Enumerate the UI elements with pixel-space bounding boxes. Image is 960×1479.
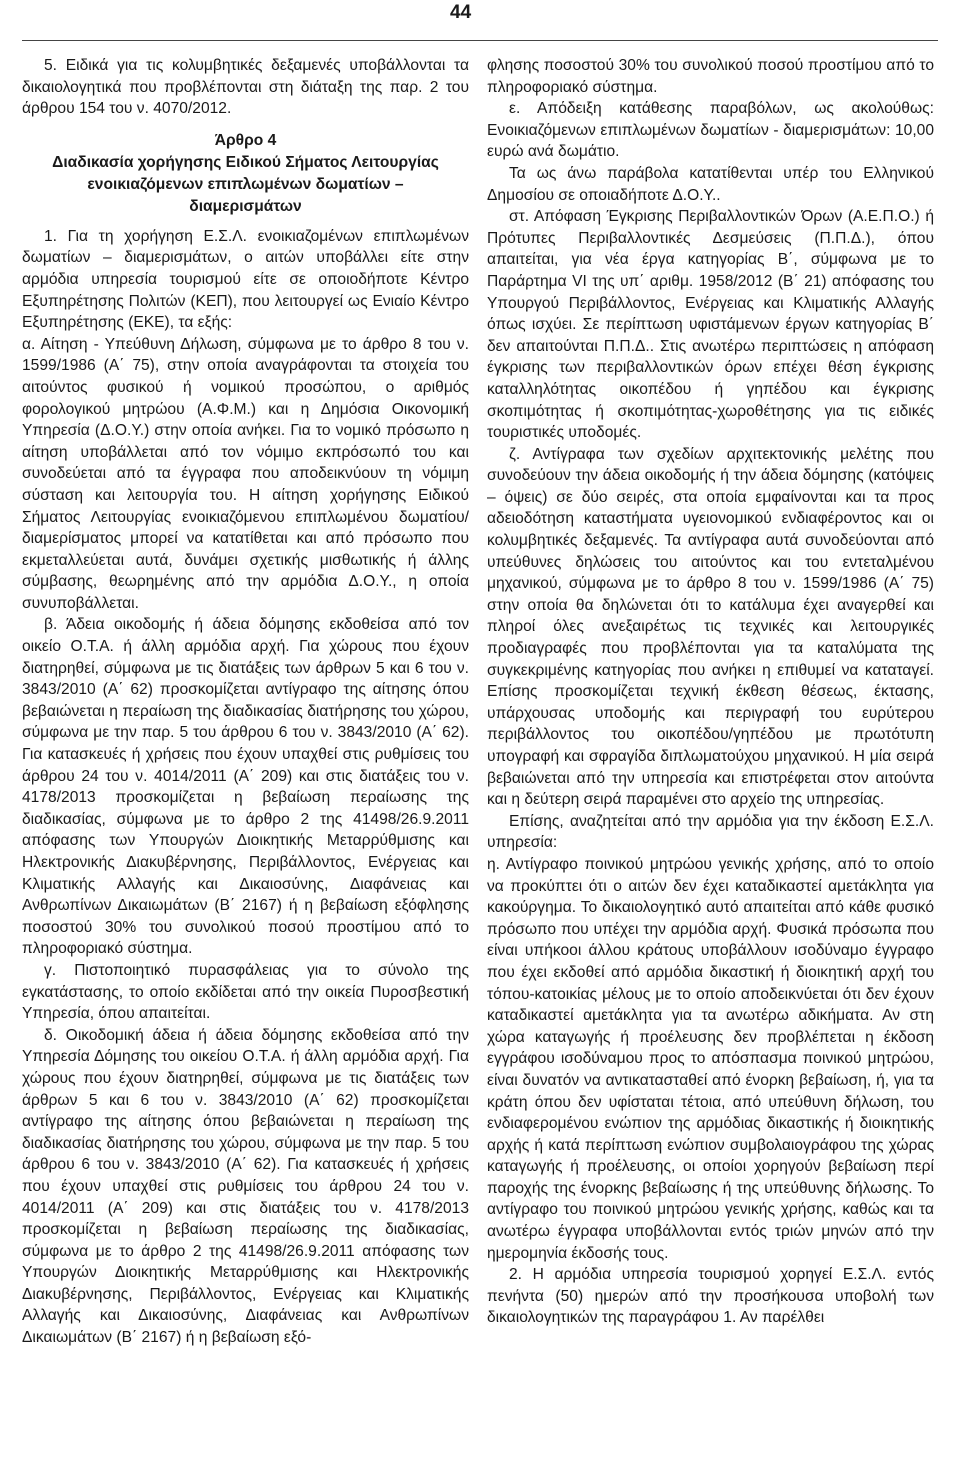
paragraph-e: ε. Απόδειξη κατάθεσης παραβόλων, ως ακολούθως: Ενοικιαζόμενων επιπλωμένων δωματίων - διαμερισμάτων: 10,00 ευρώ ανά δωμάτιο.: [487, 100, 934, 161]
article-title-line-2: ενοικιαζόμενων επιπλωμένων δωματίων –: [87, 175, 404, 193]
paragraph-e-fees: Τα ως άνω παράβολα κατατίθενται υπέρ του Ελληνικού Δημοσίου σε οποιαδήποτε Δ.Ο.Υ..: [487, 164, 934, 204]
paragraph-c: γ. Πιστοποιητικό πυρασφάλειας για το σύνολο της εγκατάστασης, το οποίο εκδίδεται από την οικεία Πυροσβεστική Υπηρεσία, όπου απαιτείται.: [22, 961, 469, 1023]
paragraph-i: η. Αντίγραφο ποινικού μητρώου γενικής χρήσης, από το οποίο να προκύπτει ότι ο αιτών δεν έχει καταδικαστεί αμετάκλητα για κακούργημα. Το δικαιολογητικό αυτό απαιτείται από κάθε φυσικό πρόσωπο που υπέχει την αρμόδια αρχή. Φυσικά πρόσωπα που είναι υπήκοοι άλλου κράτους υποβάλλουν ισοδύναμο έγγραφο που έχει εκδοθεί από αρμόδια δικαστική ή διοικητική αρχή του τόπου-κατοικίας μέλους με το οποίο αποδεικνύεται ότι δεν έχουν καταδικαστεί αμετάκλητα για τα ανωτέρω αδικήματα. Αν στη χώρα καταγωγής ή προέλευσης δεν προβλέπεται η έκδοση εγγράφου ισοδύναμου προς το απόσπασμα ποινικού μητρώου, είναι δυνατόν να αντικατασταθεί από ένορκη βεβαίωση, ή, για τα κράτη όπου δεν υφίσταται τέτοια, από υπεύθυνη δήλωση, του ενδιαφερομένου ενώπιον της αρμόδιας δικαστικής ή διοικητικής αρχής ή κατά περίπτωση ενώπιον συμβολαιογράφου της χώρας καταγωγής ή προέλευσης, οι οποίοι χορηγούν βεβαίωση περί παροχής της ένορκης βεβαίωσης ή της υπεύθυνης δήλωσης. Το αντίγραφο του ποινικού μητρώου γενικής χρήσης, καθώς και τα ανωτέρω έγγραφα υποβάλλονται εντός τριών μηνών από την ημερομηνία έκδοσής τους.: [487, 855, 934, 1262]
right-column: [487, 55, 934, 1329]
page-number: 44: [450, 2, 472, 23]
item-5-paragraph: 5. Ειδικά για τις κολυμβητικές δεξαμενές υποβάλλονται τα δικαιολογητικά που προβλέπονται στη διάταξη της παρ. 2 του άρθρου 154 του ν. 4070/2012.: [22, 57, 469, 118]
article-number: Άρθρο 4: [214, 131, 277, 149]
paragraph-d: δ. Οικοδομική άδεια ή άδεια δόμησης εκδοθείσα από την Υπηρεσία Δόμησης του οικείου Ο.Τ.Α. ή άλλη αρμόδια αρχή. Για χώρους που έχουν διατηρηθεί, σύμφωνα με τις διατάξεις των άρθρων 5 και 6 του ν. 3843/2010 (Α΄ 62) προσκομίζεται αντίγραφο της αίτησης όπου βεβαιώνεται η περαίωση της διαδικασίας διατήρησης του χώρου, σύμφωνα με την παρ. 5 του άρθρου 6 του ν. 3843/2010 (Α΄ 62). Για κατασκευές ή χρήσεις που έχουν υπαχθεί στις ρυθμίσεις του άρθρου 24 του ν. 4014/2011 (Α΄ 209) και στις διατάξεις του ν. 4178/2013 προσκομίζεται η βεβαίωση περαίωσης της διαδικασίας, σύμφωνα με το άρθρο 2 της 41498/26.9.2011 απόφασης των Υπουργών Διοικητικής Μεταρρύθμισης και Ηλεκτρονικής Διακυβέρνησης, Περιβάλλοντος, Ενέργειας και Κλιματικής Αλλαγής και Δικαιοσύνης, Διαφάνειας και Ανθρωπίνων Δικαιωμάτων (Β΄ 2167) ή η βεβαίωση εξό-: [22, 1026, 469, 1347]
paragraph-a: α. Αίτηση - Υπεύθυνη Δήλωση, σύμφωνα με το άρθρο 8 του ν. 1599/1986 (Α΄ 75), στην οποία αναγράφονται τα στοιχεία του αιτούντος φυσικού ή νομικού προσώπου, ο αριθμός φορολογικού μητρώου (Α.Φ.Μ.) και η Δημόσια Οικονομική Υπηρεσία (Δ.Ο.Υ.) στην οποία ανήκει. Για το νομικό πρόσωπο η αίτηση υποβάλλεται από τον νόμιμο εκπρόσωπό του και συνοδεύεται από τα έγγραφα που αποδεικνύουν τη νόμιμη σύσταση και λειτουργία του. Η αίτηση χορήγησης Ειδικού Σήματος Λειτουργίας ενοικιαζόμενου επιπλωμένου δωματίου/διαμερίσματος μπορεί να κατατίθεται και από πρόσωπο που εκμεταλλεύεται αυτά, δυνάμει σχετικής μισθωτικής ή άλλης σύμβασης, θεωρημένης από την αρμόδια Δ.Ο.Υ., η οποία συνυποβάλλεται.: [22, 335, 469, 612]
paragraph-continued: φλησης ποσοστού 30% του συνολικού ποσού προστίμου από το πληροφοριακό σύστημα.: [487, 57, 934, 96]
paragraph-2: 2. Η αρμόδια υπηρεσία τουρισμού χορηγεί Ε.Σ.Λ. εντός πενήντα (50) ημερών από την προσήκουσα υποβολή των δικαιολογητικών της παραγράφου 1. Αν παρέλθει: [487, 1266, 934, 1327]
article-heading: [22, 130, 469, 218]
article-title-line-3: διαμερισμάτων: [189, 197, 302, 215]
left-column: [22, 55, 469, 1349]
header-rule: [22, 40, 938, 41]
paragraph-b: β. Άδεια οικοδομής ή άδεια δόμησης εκδοθείσα από τον οικείο Ο.Τ.Α. ή άλλη αρμόδια αρχή. Για χώρους που έχουν διατηρηθεί, σύμφωνα με τις διατάξεις των άρθρων 5 και 6 του ν. 3843/2010 (Α΄ 62) προσκομίζεται αντίγραφο της αίτησης όπου βεβαιώνεται η περαίωση της διαδικασίας διατήρησης του χώρου, σύμφωνα με την παρ. 5 του άρθρου 6 του ν. 3843/2010 (Α΄ 62). Για κατασκευές ή χρήσεις που έχουν υπαχθεί στις ρυθμίσεις του άρθρου 24 του ν. 4014/2011 (Α΄ 209) και στις διατάξεις του ν. 4178/2013 προσκομίζεται η βεβαίωση περαίωσης της διαδικασίας, σύμφωνα με το άρθρο 2 της 41498/26.9.2011 απόφασης των Υπουργών Διοικητικής Μεταρρύθμισης και Ηλεκτρονικής Διακυβέρνησης, Περιβάλλοντος, Ενέργειας και Κλιματικής Αλλαγής και Δικαιοσύνης, Διαφάνειας και Ανθρωπίνων Δικαιωμάτων (Β΄ 2167) ή η βεβαίωση εξόφλησης ποσοστού 30% του συνολικού ποσού προστίμου από το πληροφοριακό σύστημα.: [22, 616, 469, 958]
paragraph-also: Επίσης, αναζητείται από την αρμόδια για την έκδοση Ε.Σ.Λ. υπηρεσία:: [487, 812, 934, 852]
paragraph-1: 1. Για τη χορήγηση Ε.Σ.Λ. ενοικιαζομένων επιπλωμένων δωματίων – διαμερισμάτων, ο αιτών υποβάλλει είτε στην αρμόδια υπηρεσία τουρισμού είτε σε οποιοδήποτε Κέντρο Εξυπηρέτησης Πολιτών (ΚΕΠ), που λειτουργεί ως Ενιαίο Κέντρο Εξυπηρέτησης (ΕΚΕ), τα εξής:: [22, 227, 469, 332]
article-title-line-1: Διαδικασία χορήγησης Ειδικού Σήματος Λειτουργίας: [52, 153, 439, 171]
paragraph-st: στ. Απόφαση Έγκρισης Περιβαλλοντικών Όρων (Α.Ε.Π.Ο.) ή Πρότυπες Περιβαλλοντικές Δεσμεύσεις (Π.Π.Δ.), όπου απαιτείται, για νέα έργα κατηγορίας Β΄, σύμφωνα με το Παράρτημα VI της υπ΄ αριθμ. 1958/2012 (Β΄ 21) απόφασης του Υπουργού Περιβάλλοντος, Ενέργειας και Κλιματικής Αλλαγής όπως ισχύει. Σε περίπτωση υφιστάμενων έργων κατηγορίας Β΄ δεν απαιτούνται Π.Π.Δ.. Στις ανωτέρω περιπτώσεις η απόφαση έγκρισης των περιβαλλοντικών όρων επέχει θέση έγκρισης καταλληλότητας οικοπέδου ή γηπέδου και έγκρισης σκοπιμότητας ή σκοπιμότητας-χωροθέτησης για τις ειδικές τουριστικές υποδομές.: [487, 208, 934, 442]
paragraph-z: ζ. Αντίγραφα των σχεδίων αρχιτεκτονικής μελέτης που συνοδεύουν την άδεια οικοδομής ή την άδεια δόμησης (κατόψεις – όψεις) σε δύο σειρές, στα οποία εμφαίνονται και τα προς αδειοδότηση καταστήματα υγειονομικού ενδιαφέροντος και οι κολυμβητικές δεξαμενές. Τα αντίγραφα αυτά συνοδεύονται από υπεύθυνες δηλώσεις του αιτούντος και του εντεταλμένου μηχανικού, σύμφωνα με το άρθρο 8 του ν. 1599/1986 (Α΄ 75) στην οποία θα δηλώνεται ότι το κατάλυμα έχει αναγερθεί και πληροί όλες ανεξαιρέτως τις τεχνικές και λειτουργικές προδιαγραφές που προβλέπονται για τα καταλύματα της συγκεκριμένης κατηγορίας που ανήκει η επιθυμεί να καταταγεί. Επίσης προσκομίζεται τεχνική έκθεση θέσεως, έκτασης, υπάρχουσας υποδομής και περιγραφή του ευρύτερου περιβάλλοντος του οικοπέδου/γηπέδου με πρωτότυπη υπογραφή και σφραγίδα διπλωματούχου μηχανικού. Η μία σειρά βεβαιώνεται από την υπηρεσία και επιστρέφεται στον αιτούντα και η δεύτερη σειρά παραμένει στο αρχείο της υπηρεσίας.: [487, 445, 934, 809]
